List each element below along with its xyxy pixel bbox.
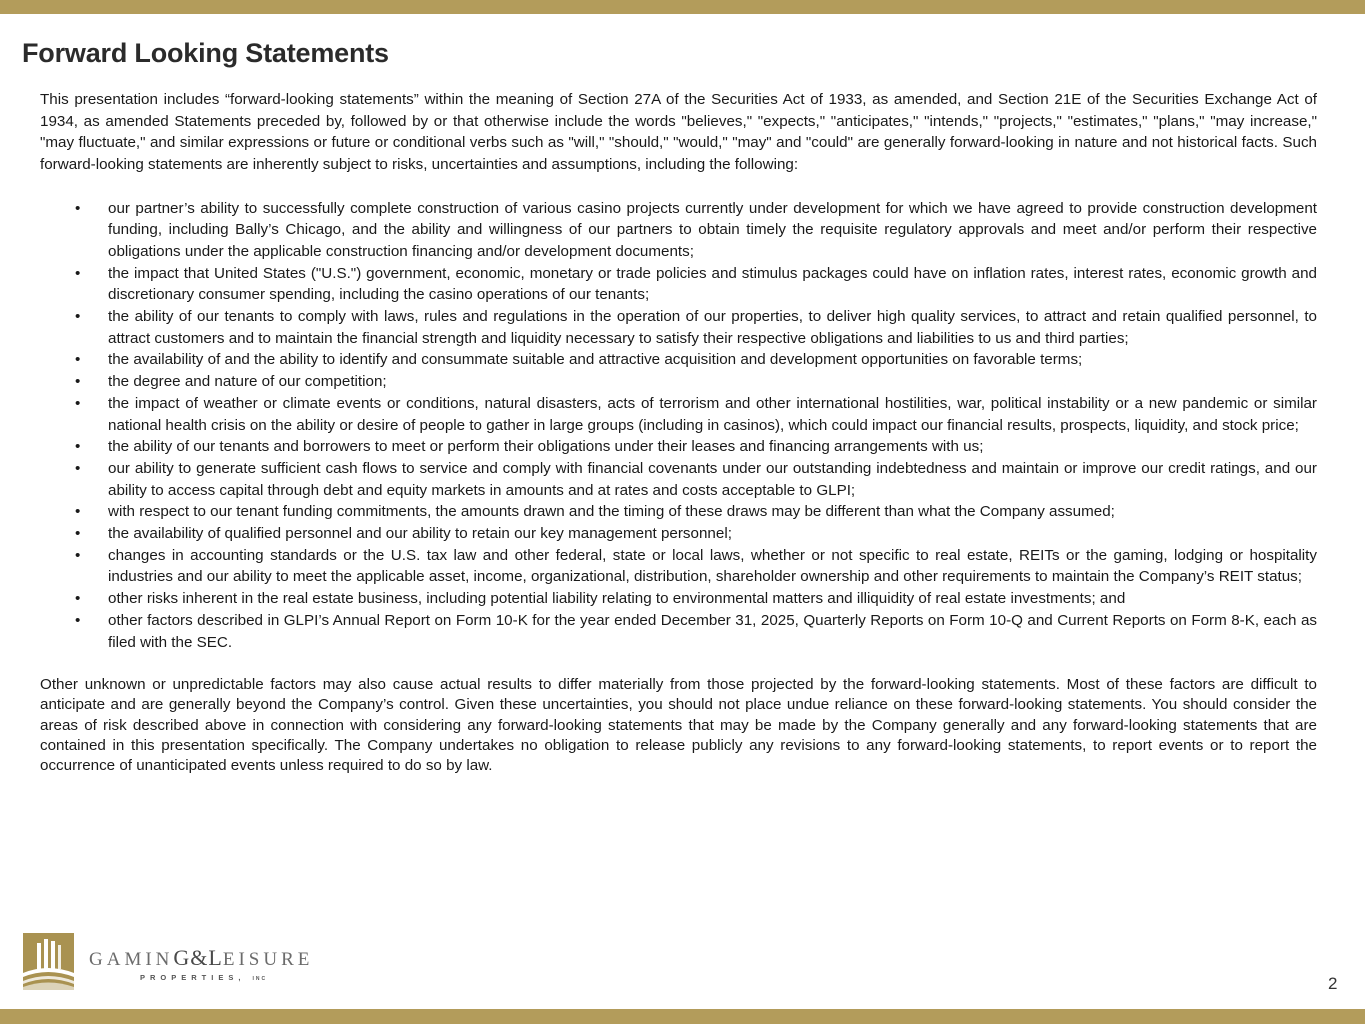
logo-name-post: EISURE (222, 949, 314, 970)
list-item (40, 371, 1317, 393)
top-accent-bar (0, 0, 1365, 14)
bullet-marker: • (75, 459, 81, 477)
bullet-marker: • (75, 525, 81, 543)
list-item (40, 523, 1317, 545)
list-item-text: the availability of qualified personnel and our ability to retain our key management personnel; (108, 525, 732, 543)
list-item (40, 545, 1317, 588)
list-item-text: with respect to our tenant funding commitments, the amounts drawn and the timing of these draws may be different than what the Company assumed; (108, 503, 1115, 521)
bullet-marker: • (75, 199, 81, 217)
list-item (40, 458, 1317, 501)
list-item (40, 610, 1317, 653)
list-item-text: other factors described in GLPI’s Annual Report on Form 10-K for the year ended December 31, 2025, Quarterly Reports on Form 10-Q and Current Reports on Form 8-K, each as filed with the SEC. (108, 611, 1317, 651)
risk-factor-list (40, 198, 1317, 654)
list-item-text: the impact of weather or climate events or conditions, natural disasters, acts of terrorism and other international hostilities, war, political instability or a new pandemic or similar national health crisis on the ability or desire of people to gather in large groups (including in casinos), which could impact our financial results, prospects, liquidity, and stock price; (108, 394, 1317, 434)
bullet-marker: • (75, 264, 81, 282)
company-logo (23, 933, 323, 991)
bullet-marker: • (75, 373, 81, 391)
page-number: 2 (1328, 974, 1338, 993)
list-item-text: other risks inherent in the real estate business, including potential liability relating to environmental matters and illiquidity of real estate investments; and (108, 590, 1126, 608)
list-item (40, 436, 1317, 458)
list-item (40, 306, 1317, 349)
bullet-marker: • (75, 438, 81, 456)
content-body (40, 89, 1317, 776)
intro-paragraph: This presentation includes “forward-looking statements” within the meaning of Section 27A of the Securities Act of 1933, as amended, and Section 21E of the Securities Exchange Act of 1934, as amended Statements preceded by, followed by or that otherwise include the words "believes," "expects," "anticipates," "intends," "projects," "estimates," "plans," "may increase," "may fluctuate," and similar expressions or future or conditional verbs such as "will," "should," "would," "may" and "could" are generally forward-looking in nature and not historical facts. Such forward-looking statements are inherently subject to risks, uncertainties and assumptions, including the following: (40, 91, 1317, 174)
list-item (40, 501, 1317, 523)
bottom-accent-bar (0, 1009, 1365, 1024)
list-item (40, 393, 1317, 436)
logo-sub-text: PROPERTIES, (140, 973, 246, 982)
logo-sub-inc: INC (252, 976, 268, 982)
logo-wordmark (89, 945, 313, 971)
logo-name-gl: G&L (173, 945, 223, 970)
list-item-text: the ability of our tenants to comply with laws, rules and regulations in the operation of our properties, to deliver high quality services, to attract and retain qualified personnel, to attract customers and to maintain the financial strength and liquidity necessary to satisfy their respective obligations and liabilities to us and third parties; (108, 308, 1317, 347)
list-item (40, 263, 1317, 306)
list-item-text: our ability to generate sufficient cash flows to service and comply with financial covenants under our outstanding indebtedness and maintain or improve our credit ratings, and our ability to access capital through debt and equity markets in amounts and at rates and costs acceptable to GLPI; (108, 459, 1317, 499)
bullet-marker: • (75, 308, 81, 326)
list-item-text: the impact that United States ("U.S.") government, economic, monetary or trade policies and stimulus packages could have on inflation rates, interest rates, economic growth and discretionary consumer spending, including the casino operations of our tenants; (108, 264, 1317, 304)
bullet-marker: • (75, 611, 81, 629)
list-item (40, 588, 1317, 610)
logo-subtitle (140, 973, 267, 982)
list-item-text: changes in accounting standards or the U.S. tax law and other federal, state or local laws, whether or not specific to real estate, REITs or the gaming, lodging or hospitality industries and our ability to meet the applicable asset, income, organizational, distribution, shareholder ownership and other requirements to maintain the Company’s REIT status; (108, 546, 1317, 586)
bullet-marker: • (75, 590, 81, 608)
logo-name-pre: GAMIN (89, 949, 174, 970)
bullet-marker: • (75, 394, 81, 412)
building-logo-icon (23, 933, 74, 990)
list-item-text: the availability of and the ability to identify and consummate suitable and attractive acquisition and development opportunities on favorable terms; (108, 351, 1083, 369)
closing-paragraph: Other unknown or unpredictable factors may also cause actual results to differ materially from those projected by the forward-looking statements. Most of these factors are difficult to anticipate and are generally beyond the Company’s control. Given these uncertainties, you should not place undue reliance on these forward-looking statements. You should consider the areas of risk described above in connection with considering any forward-looking statements that may be made by the Company generally and any forward-looking statements that are contained in this presentation specifically. The Company undertakes no obligation to release publicly any revisions to any forward-looking statements, to report events or to report the occurrence of unanticipated events unless required to do so by law. (40, 675, 1317, 775)
list-item (40, 349, 1317, 371)
list-item-text: the degree and nature of our competition; (108, 373, 387, 391)
list-item-text: our partner’s ability to successfully complete construction of various casino projects currently under development for which we have agreed to provide construction development funding, including Bally’s Chicago, and the ability and willingness of our partners to obtain timely the requisite regulatory approvals and meet and/or perform their respective obligations under the applicable construction financing and/or development documents; (108, 199, 1317, 260)
page-title: Forward Looking Statements (22, 38, 389, 68)
list-item (40, 198, 1317, 263)
list-item-text: the ability of our tenants and borrowers to meet or perform their obligations under their leases and financing arrangements with us; (108, 438, 984, 456)
bullet-marker: • (75, 546, 81, 564)
bullet-marker: • (75, 503, 81, 521)
bullet-marker: • (75, 351, 81, 369)
